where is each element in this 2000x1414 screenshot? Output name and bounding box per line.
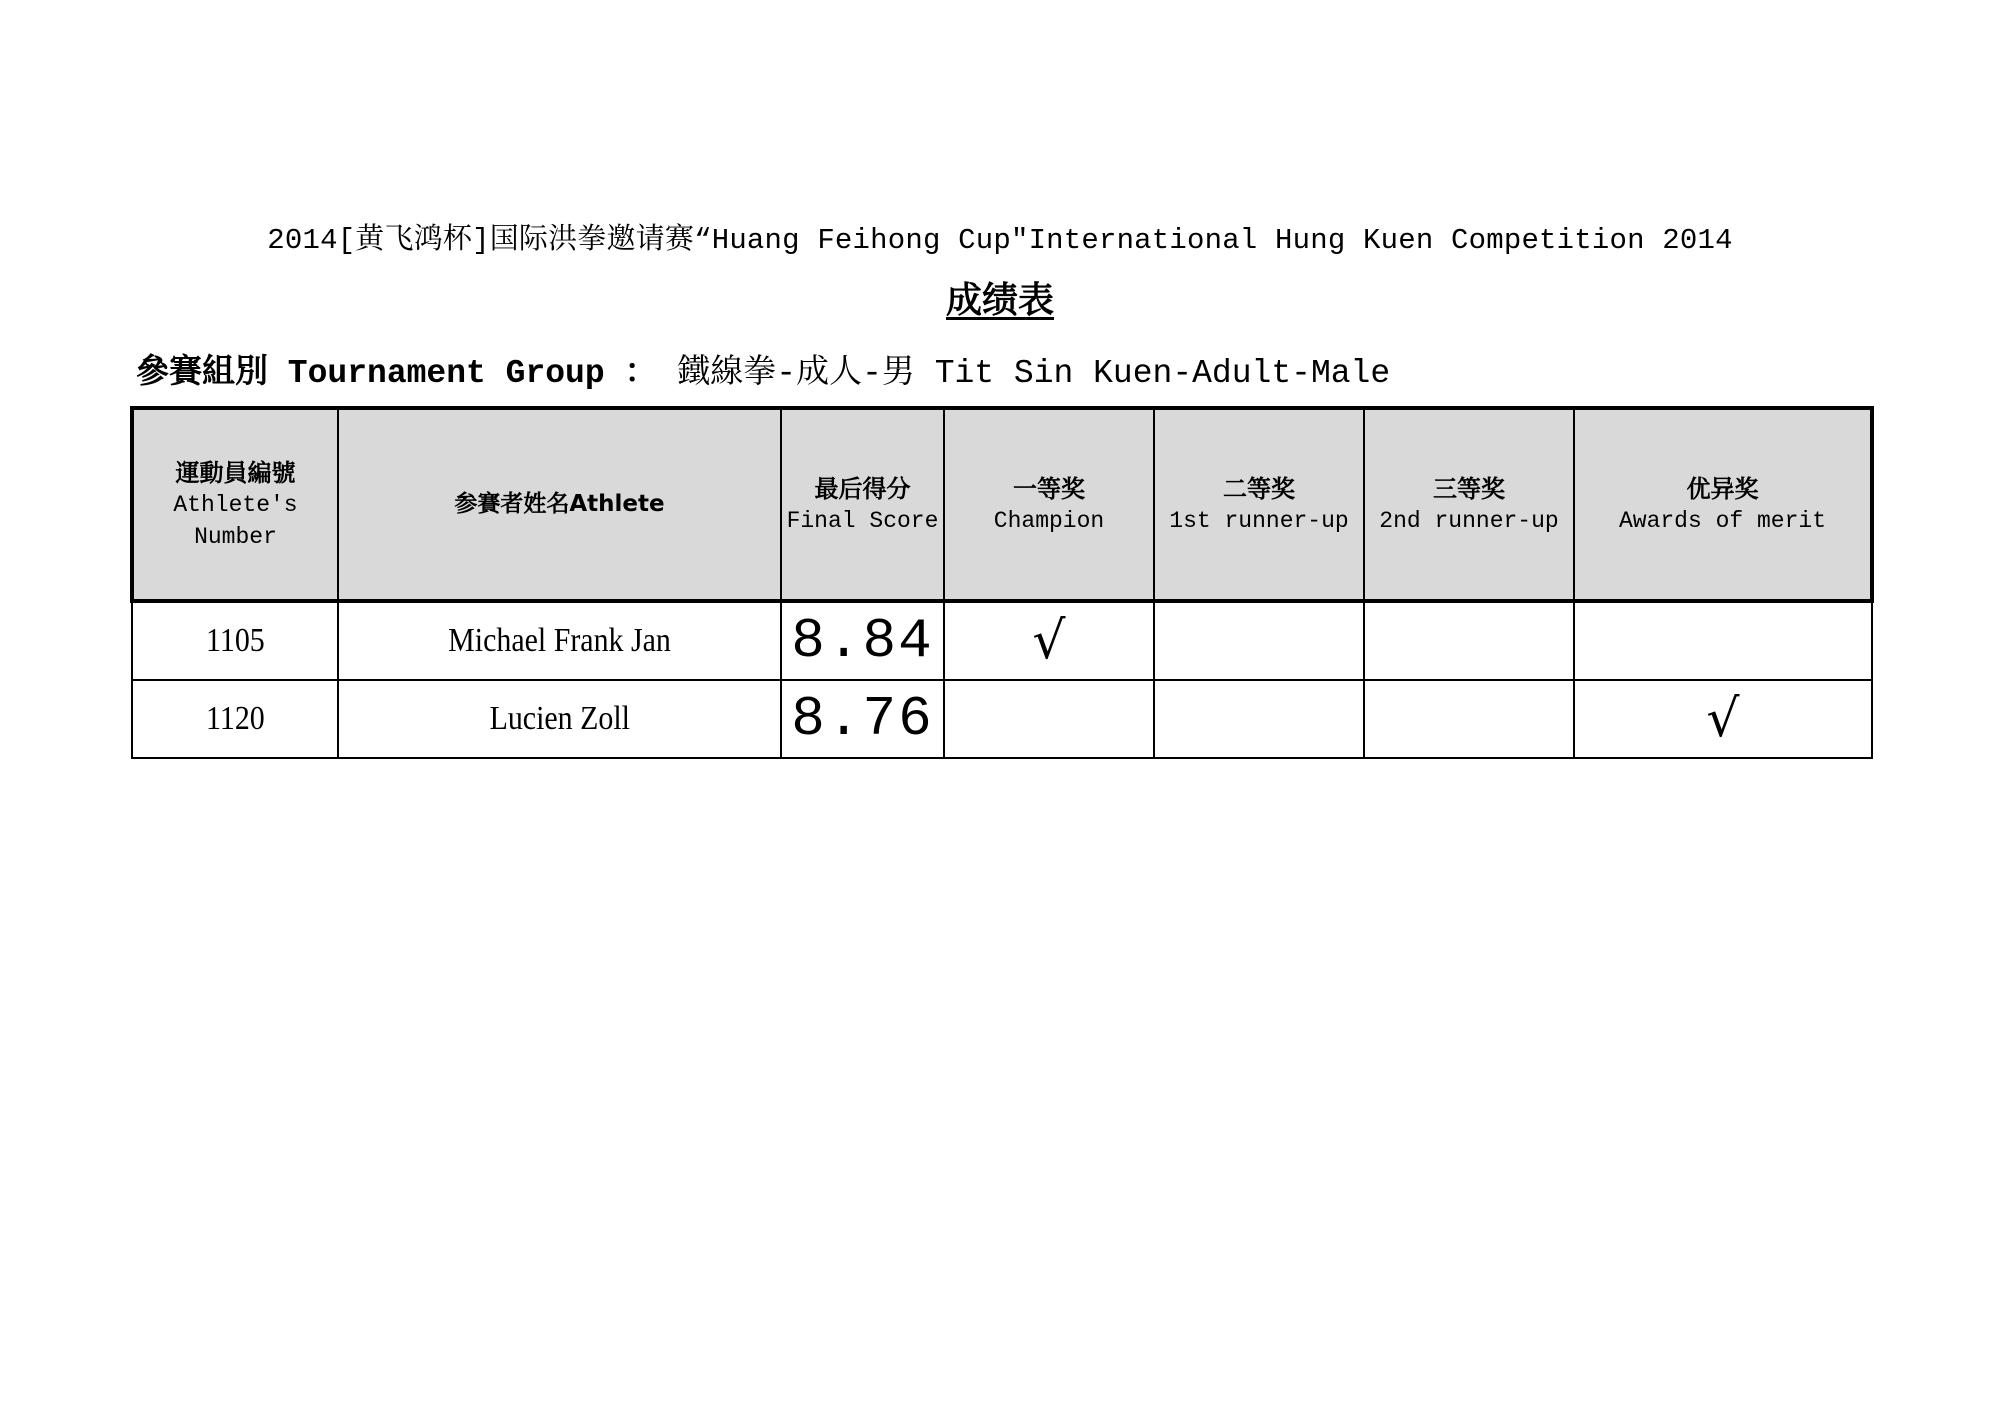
athlete-number-cell [132,680,338,758]
header-awards-of-merit [1574,408,1872,601]
header-champion [944,408,1154,601]
champion-cell [944,601,1154,680]
header-first-runner-up [1154,408,1364,601]
check-mark-icon: √ [1032,611,1066,671]
athlete-name: Lucien Zoll [489,700,630,737]
results-sheet-heading [0,272,2000,323]
table-row [132,601,1872,680]
athlete-name: Michael Frank Jan [448,622,671,659]
header-athlete-number-en1: Athlete's [173,491,298,518]
athlete-number-cell [132,601,338,680]
header-awards-of-merit-en: Awards of merit [1618,507,1827,534]
tournament-group-label: 參賽組別 Tournament Group ： [136,355,658,392]
table-header-row [132,408,1872,601]
merit-cell [1574,680,1872,758]
header-first-runner-up-cn: 二等奖 [1223,474,1295,503]
header-final-score-cn: 最后得分 [814,474,911,503]
athlete-number: 1120 [205,700,265,737]
final-score-cell: 8.84 [781,601,944,680]
champion-cell [944,680,1154,758]
header-first-runner-up-en: 1st runner-up [1169,507,1349,534]
final-score-cell: 8.76 [781,680,944,758]
header-second-runner-up-en: 2nd runner-up [1379,507,1559,534]
table-row [132,680,1872,758]
merit-cell [1574,601,1872,680]
header-awards-of-merit-cn: 优异奖 [1686,474,1759,503]
header-athlete-number-en2: Number [194,523,277,550]
check-mark-icon: √ [1706,689,1740,749]
header-final-score-en: Final Score [786,507,939,534]
tournament-group-line [136,345,1390,392]
athlete-number: 1105 [205,622,265,659]
header-athlete-name-text: 参賽者姓名Athlete [454,491,665,517]
second-runner-up-cell [1364,601,1574,680]
second-runner-up-cell [1364,680,1574,758]
results-sheet-heading-text: 成绩表 [945,280,1054,321]
header-champion-cn: 一等奖 [1013,474,1085,503]
header-final-score [781,408,944,601]
tournament-group-value: 鐵線拳-成人-男 Tit Sin Kuen-Adult-Male [677,355,1391,392]
first-runner-up-cell [1154,601,1364,680]
header-athlete-name [338,408,781,601]
competition-title: 2014[黄飞鸿杯]国际洪拳邀请赛“Huang Feihong Cup"International Hung Kuen Competition 2014 [267,224,1733,257]
header-champion-en: Champion [993,507,1105,534]
athlete-name-cell [338,601,781,680]
header-athlete-number-cn: 運動員編號 [175,458,296,487]
first-runner-up-cell [1154,680,1364,758]
results-table [130,406,1874,759]
athlete-name-cell [338,680,781,758]
header-athlete-number [132,408,338,601]
header-second-runner-up [1364,408,1574,601]
header-second-runner-up-cn: 三等奖 [1433,474,1505,503]
